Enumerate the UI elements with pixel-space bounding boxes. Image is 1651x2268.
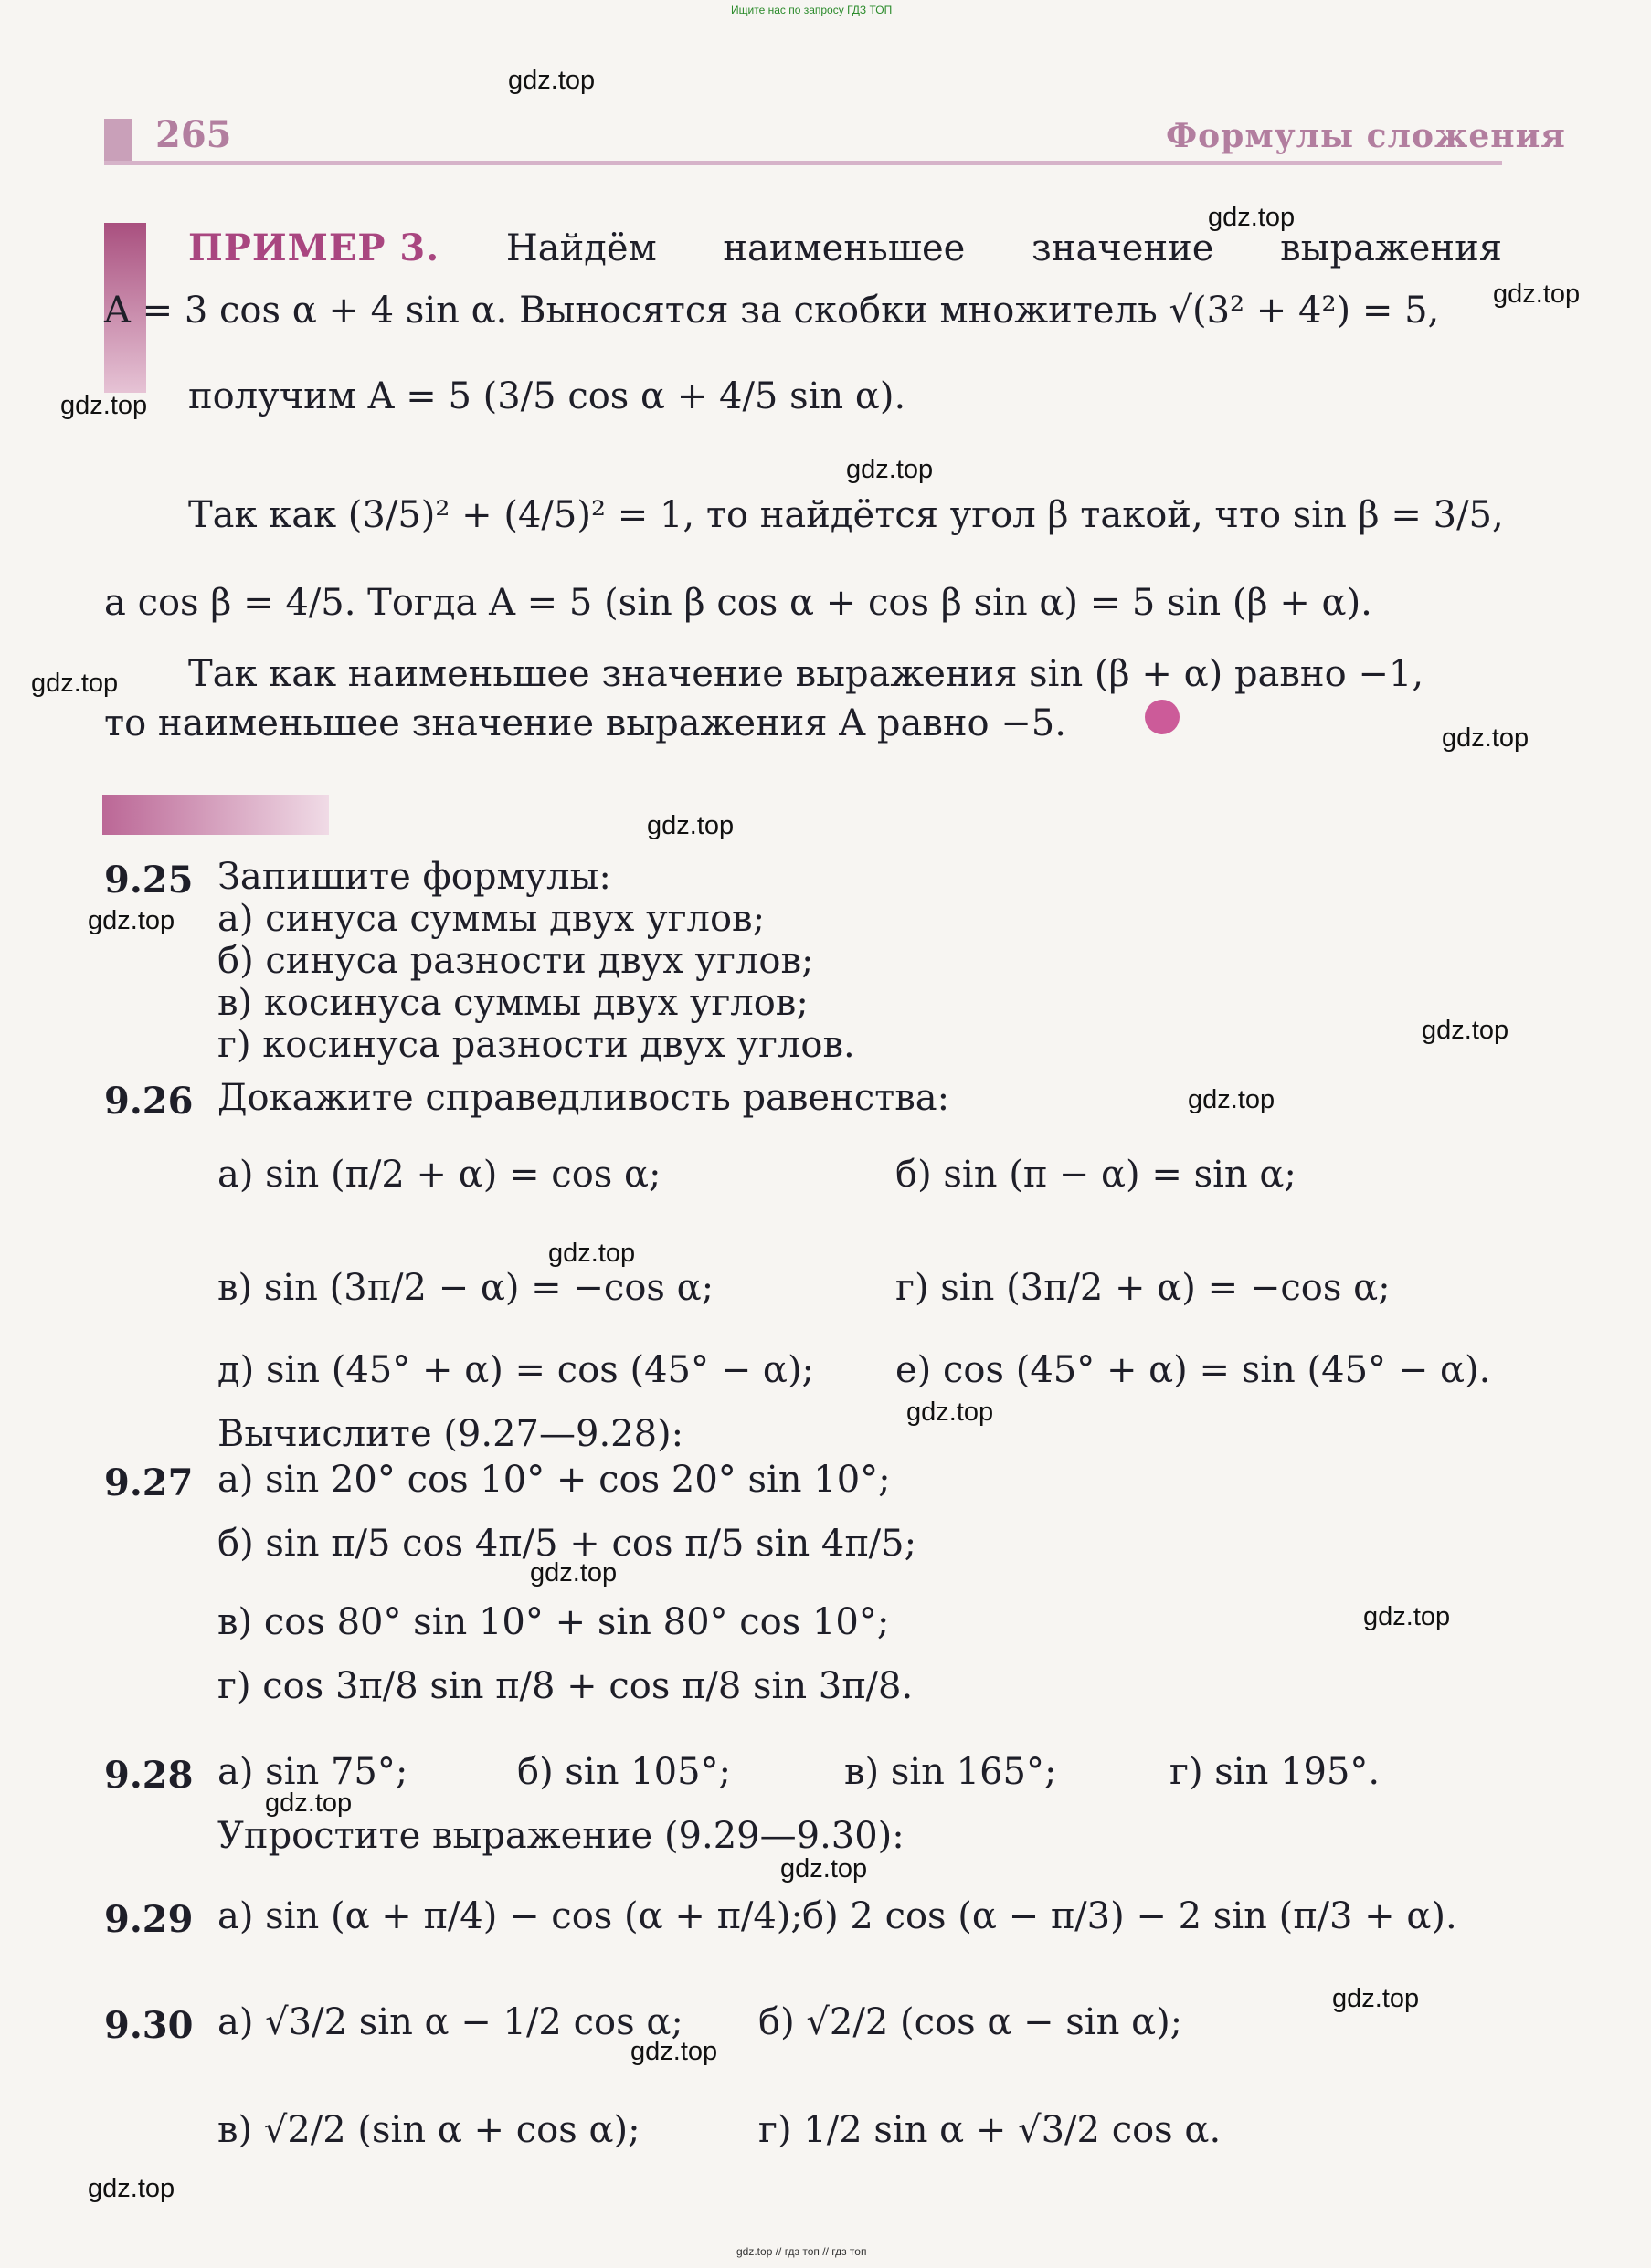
example-line-4: Так как (3/5)² + (4/5)² = 1, то найдётся угол β такой, что sin β = 3/5, [188, 494, 1504, 536]
page-number: 265 [155, 113, 232, 156]
exercise-item: г) косинуса разности двух углов. [217, 1024, 855, 1066]
watermark-text: gdz.top [780, 1854, 868, 1883]
exercise-item: б) sin 105°; [517, 1751, 732, 1793]
watermark-text: gdz.top [548, 1239, 636, 1268]
watermark-text: gdz.top [60, 391, 148, 420]
exercise-item: а) sin (π/2 + α) = cos α; [217, 1154, 661, 1196]
example-line-6: Так как наименьшее значение выражения sin (β + α) равно −1, [188, 653, 1424, 695]
exercise-number: 9.30 [104, 2004, 194, 2047]
exercise-item: г) sin 195°. [1169, 1751, 1381, 1793]
watermark-text: gdz.top [1493, 280, 1581, 309]
top-search-note: Ищите нас по запросу ГДЗ ТОП [731, 4, 893, 16]
exercise-item: в) косинуса суммы двух углов; [217, 982, 809, 1024]
exercise-item: в) √2/2 (sin α + cos α); [217, 2109, 640, 2151]
exercise-item: д) sin (45° + α) = cos (45° − α); [217, 1349, 815, 1391]
example-line-7: то наименьшее значение выражения A равно −5. [104, 702, 1066, 744]
watermark-text: gdz.top [1442, 723, 1529, 753]
section-title: Формулы сложения [1166, 117, 1566, 155]
example-line-1 [188, 227, 1502, 269]
exercise-item: б) √2/2 (cos α − sin α); [758, 2001, 1183, 2043]
footer-note: gdz.top // гдз топ // гдз топ [736, 2245, 867, 2258]
exercise-item: е) cos (45° + α) = sin (45° − α). [895, 1349, 1491, 1391]
watermark-text: gdz.top [88, 906, 175, 935]
group-heading: Вычислите (9.27—9.28): [217, 1413, 684, 1455]
example-line-2: A = 3 cos α + 4 sin α. Выносятся за скобки множитель √(3² + 4²) = 5, [104, 290, 1440, 332]
exercise-number: 9.25 [104, 859, 194, 902]
exercise-title: Докажите справедливость равенства: [217, 1077, 950, 1119]
watermark-text: gdz.top [1332, 1984, 1420, 2013]
watermark-text: gdz.top [1188, 1085, 1275, 1114]
exercise-item: в) cos 80° sin 10° + sin 80° cos 10°; [217, 1601, 890, 1643]
exercise-item: в) sin (3π/2 − α) = −cos α; [217, 1267, 714, 1309]
exercise-item: а) √3/2 sin α − 1/2 cos α; [217, 2001, 683, 2043]
example-word: выражения [1280, 227, 1502, 269]
exercise-item: б) 2 cos (α − π/3) − 2 sin (π/3 + α). [802, 1895, 1457, 1937]
example-line-3: получим A = 5 (3/5 cos α + 4/5 sin α). [188, 375, 906, 417]
exercise-item: б) sin (π − α) = sin α; [895, 1154, 1296, 1196]
group-heading: Упростите выражение (9.29—9.30): [217, 1815, 905, 1857]
exercise-item: а) sin 20° cos 10° + cos 20° sin 10°; [217, 1459, 891, 1501]
example-end-marker [1145, 700, 1180, 734]
exercises-accent-bar [102, 795, 329, 835]
exercise-number: 9.29 [104, 1898, 194, 1941]
watermark-text: gdz.top [647, 811, 735, 840]
watermark-text: gdz.top [630, 2037, 718, 2066]
exercise-item: б) синуса разности двух углов; [217, 940, 814, 982]
exercise-number: 9.27 [104, 1461, 194, 1504]
watermark-text: gdz.top [88, 2174, 175, 2203]
exercise-title: Запишите формулы: [217, 856, 611, 898]
watermark-text: gdz.top [1363, 1602, 1451, 1631]
watermark-text: gdz.top [1422, 1016, 1509, 1045]
example-word: значение [1032, 227, 1214, 269]
watermark-text: gdz.top [906, 1398, 994, 1427]
watermark-text: gdz.top [1208, 203, 1296, 232]
header-accent-bar [104, 119, 132, 161]
exercise-number: 9.26 [104, 1080, 194, 1123]
exercise-item: а) sin 75°; [217, 1751, 408, 1793]
watermark-text: gdz.top [846, 455, 934, 484]
exercise-item: а) синуса суммы двух углов; [217, 898, 766, 940]
example-word: Найдём [505, 227, 657, 269]
watermark-text: gdz.top [31, 669, 119, 698]
exercise-number: 9.28 [104, 1754, 194, 1797]
exercise-item: в) sin 165°; [844, 1751, 1057, 1793]
example-line-5: а cos β = 4/5. Тогда A = 5 (sin β cos α + cos β sin α) = 5 sin (β + α). [104, 582, 1372, 624]
watermark-text: gdz.top [265, 1788, 353, 1818]
example-word: наименьшее [723, 227, 966, 269]
exercise-item: г) sin (3π/2 + α) = −cos α; [895, 1267, 1391, 1309]
header-rule [104, 161, 1502, 165]
watermark-text: gdz.top [530, 1558, 618, 1588]
exercise-item: г) 1/2 sin α + √3/2 cos α. [758, 2109, 1222, 2151]
exercise-item: а) sin (α + π/4) − cos (α + π/4); [217, 1895, 803, 1937]
example-label: ПРИМЕР 3. [188, 227, 440, 269]
exercise-item: г) cos 3π/8 sin π/8 + cos π/8 sin 3π/8. [217, 1665, 914, 1707]
exercise-item: б) sin π/5 cos 4π/5 + cos π/5 sin 4π/5; [217, 1523, 917, 1565]
watermark-text: gdz.top [508, 66, 596, 95]
